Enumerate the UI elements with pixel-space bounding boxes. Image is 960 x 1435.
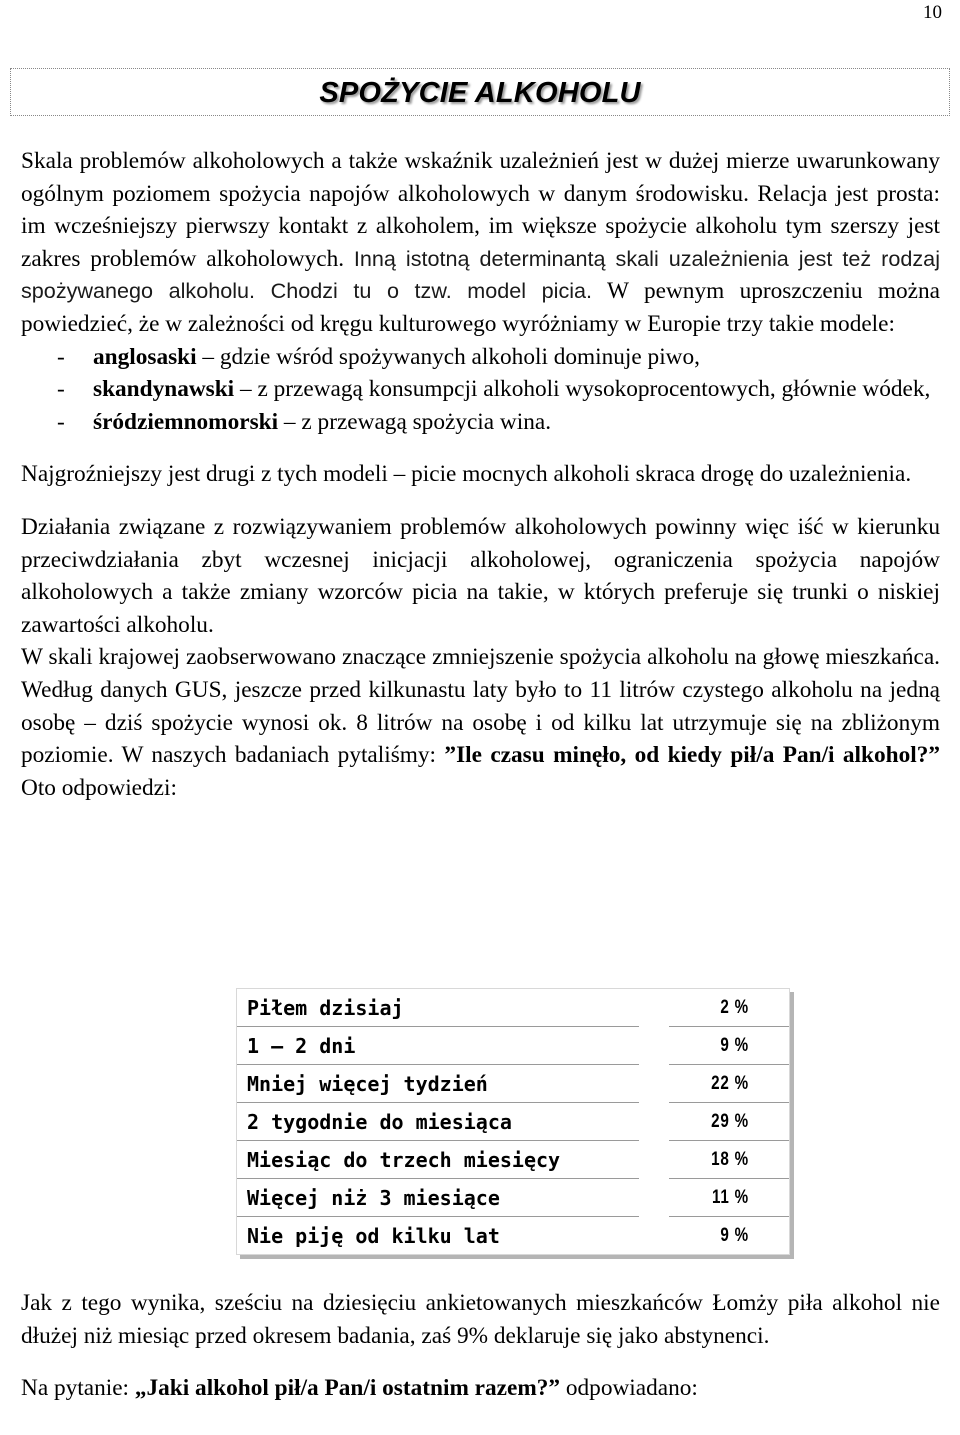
page-number: 10 bbox=[923, 2, 942, 23]
drinking-models-list bbox=[21, 341, 940, 439]
row-value: 9 % bbox=[720, 1224, 749, 1246]
list-item bbox=[21, 406, 940, 439]
row-label: Mniej więcej tydzień bbox=[237, 1065, 639, 1103]
paragraph-4 bbox=[21, 641, 940, 804]
row-value: 11 % bbox=[669, 1179, 789, 1217]
results-table bbox=[236, 988, 790, 1255]
paragraph-3: Działania związane z rozwiązywaniem problemów alkoholowych powinny więc iść w kierunku przeciwdziałania zbyt wczesnej inicjacji alkoholowej, ograniczenia spożycia napojów alkoholowych a także zmiany wzorców picia na takie, w których preferuje się trunki o niskiej zawartości alkoholu. bbox=[21, 513, 940, 638]
intro-part-2: Inną istotną determinantą skali uzależnienia jest też rodzaj spożywanego alkoholu. Chodzi tu o tzw. model picia. bbox=[21, 245, 940, 304]
paragraph-5: Jak z tego wynika, sześciu na dziesięciu ankietowanych mieszkańców Łomży piła alkohol nie dłużej niż miesiąc przed okresem badania, zaś 9% deklaruje się jako abstynenci. bbox=[21, 1290, 940, 1349]
row-value: 9 % bbox=[669, 1027, 789, 1065]
main-text bbox=[21, 145, 940, 804]
intro-part-3: W pewnym uproszczeniu można powiedzieć, że w zależności od kręgu kulturowego wyróżniamy w Europie trzy takie modele: bbox=[21, 278, 940, 337]
model-desc: – z przewagą spożycia wina. bbox=[278, 408, 552, 435]
section-title-box bbox=[10, 68, 950, 116]
row-value: 29 % bbox=[669, 1103, 789, 1141]
row-label: 1 – 2 dni bbox=[237, 1027, 639, 1065]
paragraph-6 bbox=[21, 1372, 940, 1405]
section-title: SPOŻYCIE ALKOHOLU bbox=[319, 77, 641, 109]
row-label: Piłem dzisiaj bbox=[237, 989, 639, 1027]
survey-question-2: „Jaki alkohol pił/a Pan/i ostatnim razem?” bbox=[134, 1375, 561, 1402]
table-row bbox=[237, 1103, 789, 1141]
row-value: 18 % bbox=[669, 1141, 789, 1179]
paragraph-6-end: odpowiadano: bbox=[560, 1375, 698, 1402]
table-row bbox=[237, 1179, 789, 1217]
list-dash: - bbox=[57, 343, 65, 370]
paragraph-2: Najgroźniejszy jest drugi z tych modeli – picie mocnych alkoholi skraca drogę do uzależnienia. bbox=[21, 461, 912, 488]
paragraph-6-text: Na pytanie: bbox=[21, 1375, 135, 1402]
table-row bbox=[237, 1065, 789, 1103]
row-value: 2 % bbox=[669, 989, 789, 1027]
row-label: Nie piję od kilku lat bbox=[247, 1223, 500, 1248]
row-label: 2 tygodnie do miesiąca bbox=[237, 1103, 639, 1141]
row-label: Miesiąc do trzech miesięcy bbox=[237, 1141, 639, 1179]
model-desc: – z przewagą konsumpcji alkoholi wysokoprocentowych, głównie wódek, bbox=[234, 376, 931, 403]
table-row bbox=[237, 1027, 789, 1065]
list-item bbox=[21, 373, 940, 406]
row-value: 22 % bbox=[669, 1065, 789, 1103]
list-dash: - bbox=[57, 376, 65, 403]
model-name: anglosaski bbox=[93, 343, 197, 370]
model-name: skandynawski bbox=[93, 376, 235, 403]
intro-paragraph bbox=[21, 145, 940, 341]
list-item bbox=[21, 341, 940, 374]
model-desc: – gdzie wśród spożywanych alkoholi dominuje piwo, bbox=[196, 343, 700, 370]
table-row bbox=[237, 1141, 789, 1179]
list-dash: - bbox=[57, 408, 65, 435]
intro-part-1: Skala problemów alkoholowych a także wskaźnik uzależnień jest w dużej mierze uwarunkowany ogólnym poziomem spożycia napojów alkoholowych w danym środowisku. Relacja jest prosta: im wcześniejszy pierwszy kontakt z alkoholem, im większe spożycie alkoholu tym szerszy jest zakres problemów alkoholowych. bbox=[21, 148, 940, 272]
survey-question: ”Ile czasu minęło, od kiedy pił/a Pan/i alkohol?” bbox=[444, 742, 941, 769]
row-label: Więcej niż 3 miesiące bbox=[237, 1179, 639, 1217]
paragraph-4-text: W skali krajowej zaobserwowano znaczące zmniejszenie spożycia alkoholu na głowę mieszkańca. Według danych GUS, jeszcze przed kilkunastu laty było to 11 litrów czystego alkoholu na jedną osobę – dziś spożycie wynosi ok. 8 litrów na osobę i od kilku lat utrzymuje się na zbliżonym poziomie. W naszych badaniach pytaliśmy: bbox=[21, 644, 940, 769]
table-row bbox=[237, 1217, 789, 1254]
after-table-text bbox=[21, 1287, 940, 1405]
table-row bbox=[237, 989, 789, 1027]
model-name: śródziemnomorski bbox=[93, 408, 279, 435]
paragraph-4-end: Oto odpowiedzi: bbox=[21, 774, 177, 801]
